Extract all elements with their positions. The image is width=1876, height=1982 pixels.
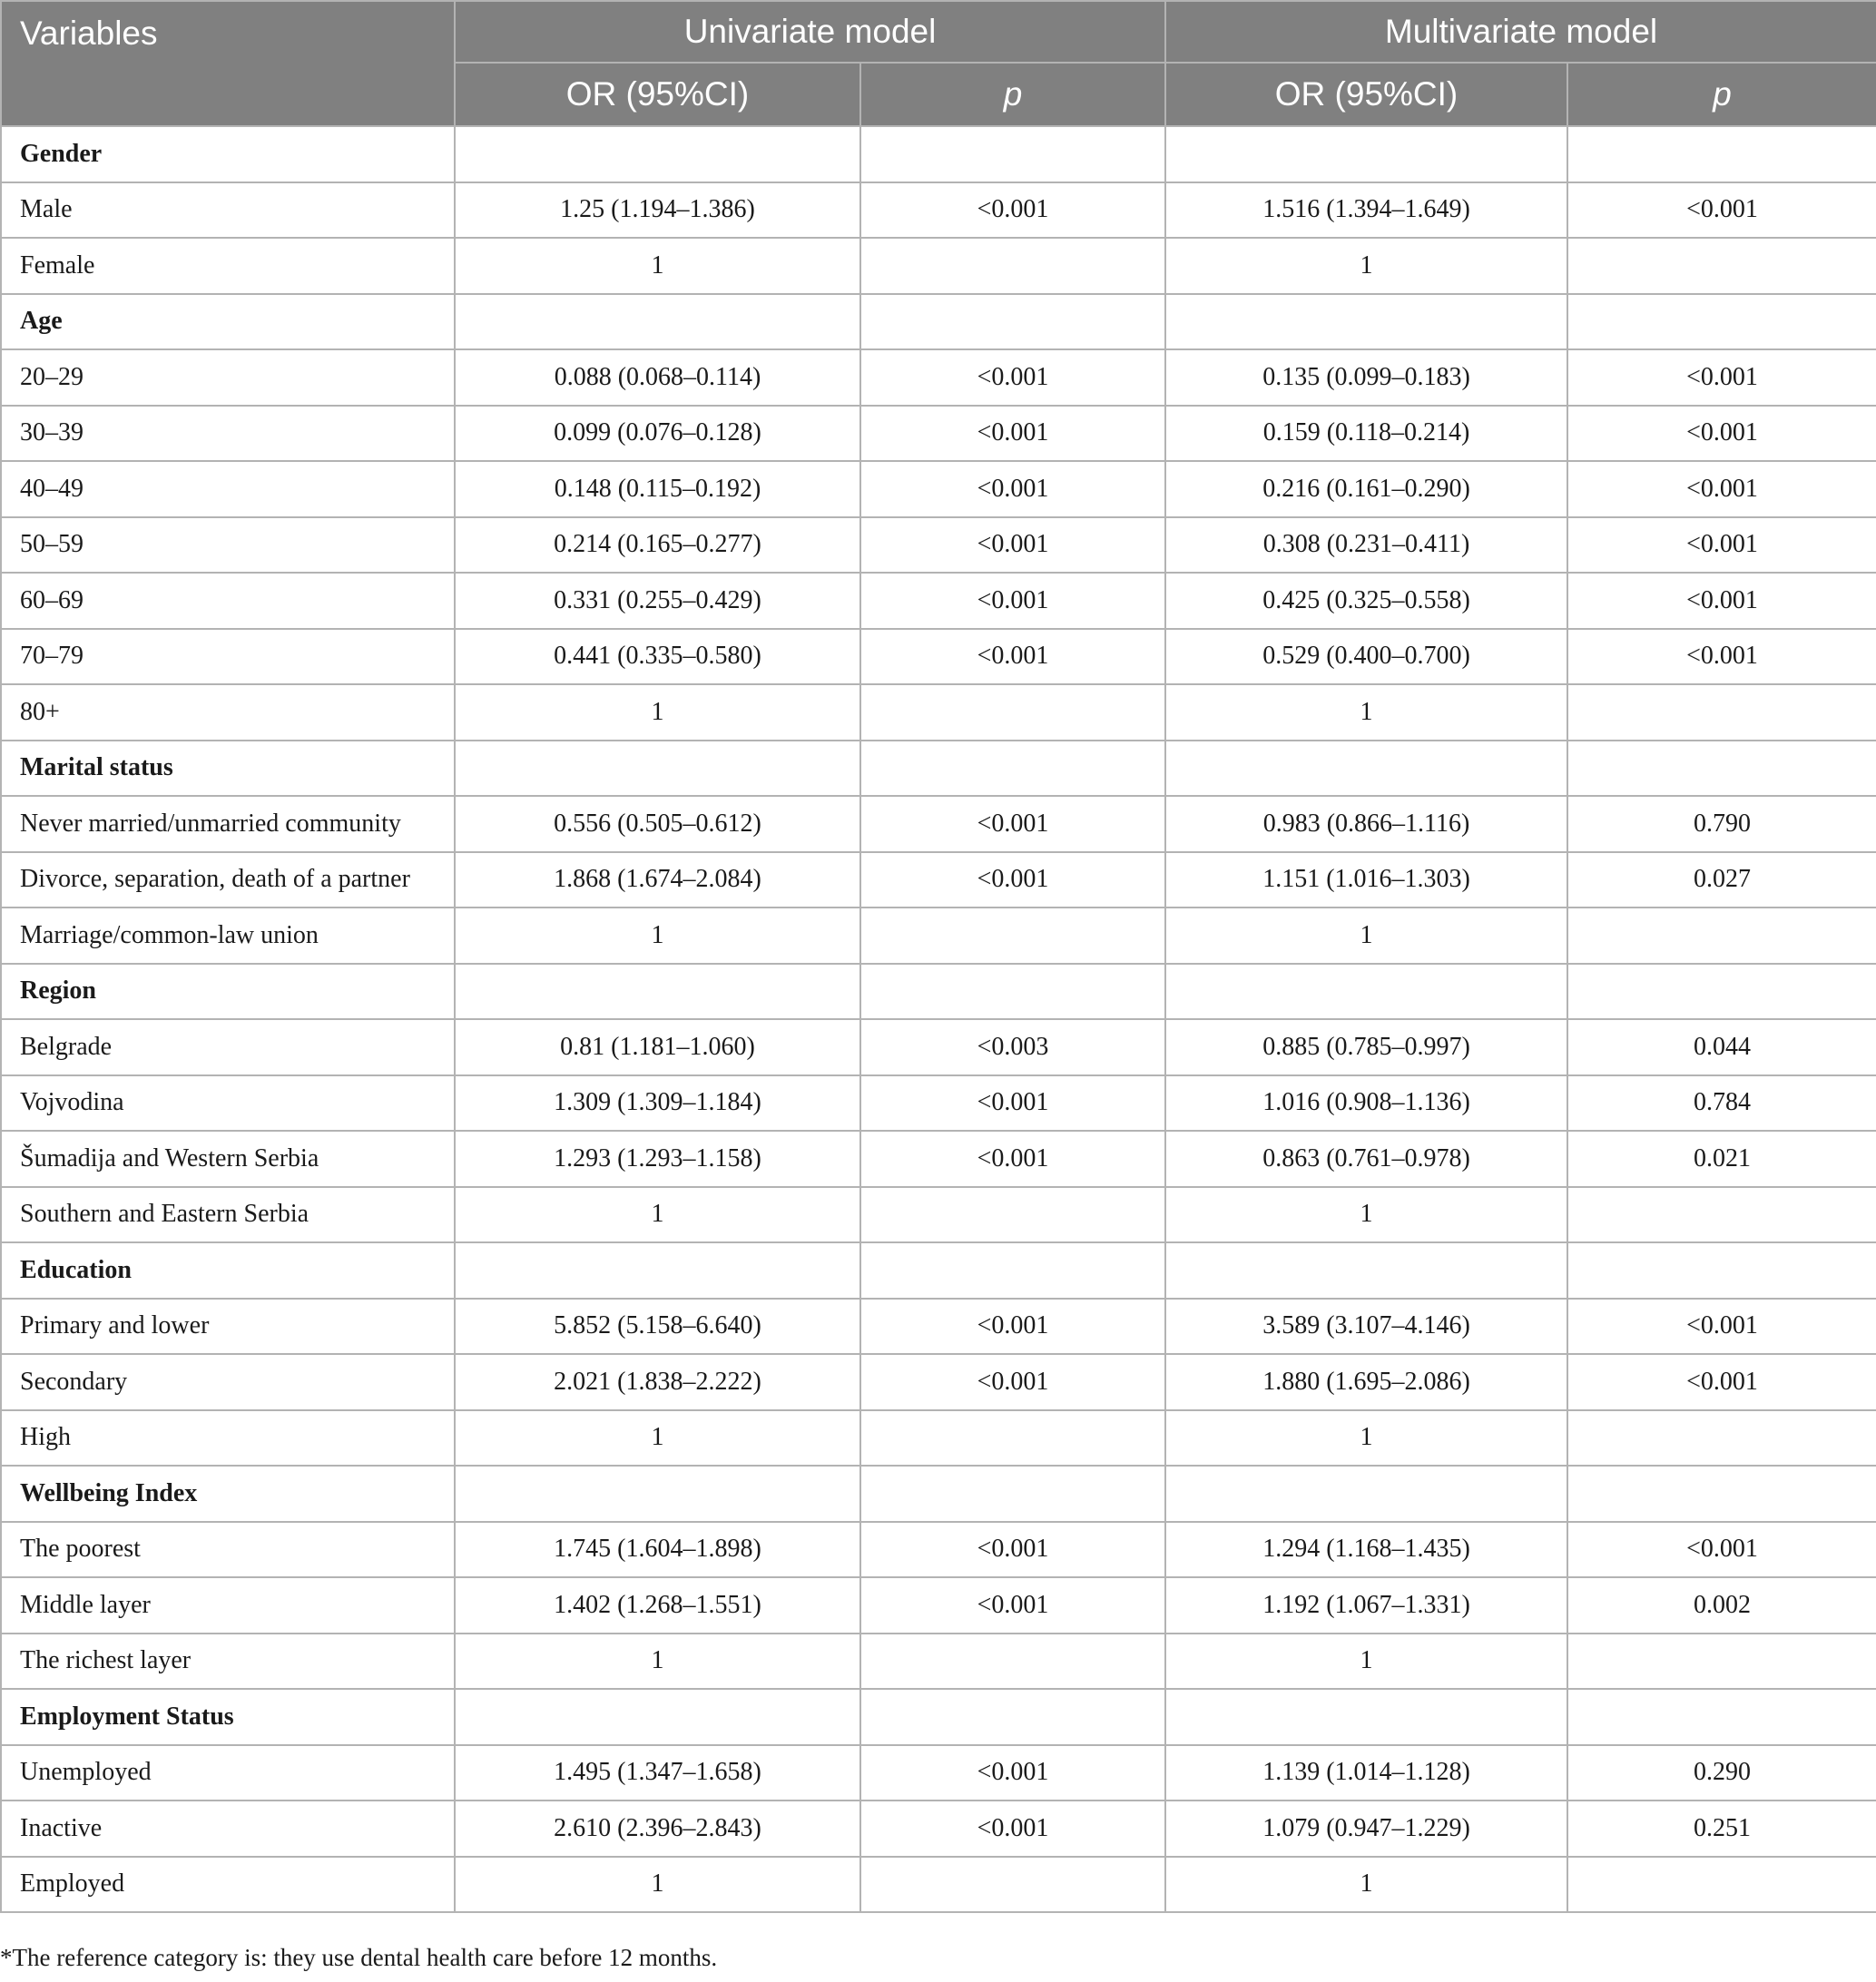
variable-cell: Marital status xyxy=(1,741,455,797)
univariate-header: Univariate model xyxy=(455,1,1165,63)
univariate-p-cell: <0.001 xyxy=(860,406,1165,462)
variable-cell: 30–39 xyxy=(1,406,455,462)
multivariate-p-cell: <0.001 xyxy=(1567,573,1876,629)
multivariate-p-cell: 0.044 xyxy=(1567,1019,1876,1075)
univariate-or-cell: 1 xyxy=(455,684,860,741)
univariate-p-cell: <0.001 xyxy=(860,796,1165,852)
variable-cell: Age xyxy=(1,294,455,350)
univariate-or-cell: 0.556 (0.505–0.612) xyxy=(455,796,860,852)
univariate-p-cell xyxy=(860,908,1165,964)
multivariate-or-cell: 1.151 (1.016–1.303) xyxy=(1165,852,1567,908)
multivariate-or-cell xyxy=(1165,1242,1567,1299)
table-row xyxy=(1,238,1876,294)
section-row xyxy=(1,126,1876,182)
table-row xyxy=(1,1857,1876,1913)
multivariate-p-cell xyxy=(1567,1634,1876,1690)
univariate-p-cell xyxy=(860,684,1165,741)
multivariate-p-cell xyxy=(1567,1410,1876,1467)
univariate-or-cell: 1.495 (1.347–1.658) xyxy=(455,1745,860,1801)
multivariate-or-cell: 1 xyxy=(1165,908,1567,964)
univariate-p-cell xyxy=(860,1242,1165,1299)
table-row xyxy=(1,852,1876,908)
multivariate-or-cell: 1 xyxy=(1165,238,1567,294)
header-row-1 xyxy=(1,1,1876,63)
variable-cell: Female xyxy=(1,238,455,294)
variable-cell: Marriage/common-law union xyxy=(1,908,455,964)
section-row xyxy=(1,294,1876,350)
multivariate-p-cell: <0.001 xyxy=(1567,517,1876,574)
variable-cell: Southern and Eastern Serbia xyxy=(1,1187,455,1243)
table-row xyxy=(1,1354,1876,1410)
univariate-p-cell: <0.001 xyxy=(860,1075,1165,1132)
variable-cell: Inactive xyxy=(1,1800,455,1857)
univariate-or-cell xyxy=(455,294,860,350)
multivariate-p-cell: <0.001 xyxy=(1567,461,1876,517)
table-row xyxy=(1,573,1876,629)
multivariate-p-cell xyxy=(1567,1689,1876,1745)
multivariate-p-cell: <0.001 xyxy=(1567,182,1876,239)
univariate-or-cell xyxy=(455,1242,860,1299)
multivariate-p-cell xyxy=(1567,1187,1876,1243)
univariate-p-cell xyxy=(860,126,1165,182)
table-row xyxy=(1,461,1876,517)
univariate-p-cell xyxy=(860,294,1165,350)
multivariate-p-cell xyxy=(1567,964,1876,1020)
univariate-p-cell: <0.001 xyxy=(860,517,1165,574)
univariate-or-cell xyxy=(455,741,860,797)
variable-cell: 20–29 xyxy=(1,349,455,406)
multivariate-p-cell xyxy=(1567,1857,1876,1913)
variable-cell: 70–79 xyxy=(1,629,455,685)
univariate-p-cell: <0.001 xyxy=(860,461,1165,517)
univariate-or-cell: 0.331 (0.255–0.429) xyxy=(455,573,860,629)
table-row xyxy=(1,684,1876,741)
univariate-p-cell xyxy=(860,1466,1165,1522)
univariate-or-cell: 2.610 (2.396–2.843) xyxy=(455,1800,860,1857)
table-body xyxy=(1,126,1876,1912)
multivariate-p-cell: 0.251 xyxy=(1567,1800,1876,1857)
multivariate-header: Multivariate model xyxy=(1165,1,1876,63)
multivariate-p-cell xyxy=(1567,1466,1876,1522)
univariate-or-cell: 1.309 (1.309–1.184) xyxy=(455,1075,860,1132)
multivariate-p-cell xyxy=(1567,126,1876,182)
univariate-or-header: OR (95%CI) xyxy=(455,63,860,126)
multivariate-or-cell: 0.983 (0.866–1.116) xyxy=(1165,796,1567,852)
univariate-or-cell: 2.021 (1.838–2.222) xyxy=(455,1354,860,1410)
multivariate-or-cell: 0.135 (0.099–0.183) xyxy=(1165,349,1567,406)
table-row xyxy=(1,1634,1876,1690)
table-row xyxy=(1,1577,1876,1634)
table-row xyxy=(1,1745,1876,1801)
section-row xyxy=(1,1689,1876,1745)
multivariate-or-cell xyxy=(1165,126,1567,182)
table-header xyxy=(1,1,1876,126)
univariate-or-cell: 1 xyxy=(455,1410,860,1467)
multivariate-or-cell: 1 xyxy=(1165,684,1567,741)
variable-cell: Šumadija and Western Serbia xyxy=(1,1131,455,1187)
univariate-p-cell: <0.001 xyxy=(860,1299,1165,1355)
multivariate-or-cell xyxy=(1165,294,1567,350)
multivariate-p-cell: 0.021 xyxy=(1567,1131,1876,1187)
univariate-or-cell: 1.25 (1.194–1.386) xyxy=(455,182,860,239)
section-row xyxy=(1,964,1876,1020)
univariate-p-cell: <0.001 xyxy=(860,1522,1165,1578)
variable-cell: Secondary xyxy=(1,1354,455,1410)
footnote: *The reference category is: they use dental health care before 12 months. xyxy=(0,1944,718,1971)
table-row xyxy=(1,1075,1876,1132)
multivariate-p-cell: <0.001 xyxy=(1567,1354,1876,1410)
multivariate-p-cell: 0.290 xyxy=(1567,1745,1876,1801)
multivariate-p-cell xyxy=(1567,294,1876,350)
table-row xyxy=(1,1131,1876,1187)
table-row xyxy=(1,1410,1876,1467)
multivariate-or-cell: 3.589 (3.107–4.146) xyxy=(1165,1299,1567,1355)
multivariate-or-cell: 1 xyxy=(1165,1634,1567,1690)
univariate-p-cell xyxy=(860,1187,1165,1243)
univariate-p-cell xyxy=(860,1634,1165,1690)
univariate-p-cell: <0.001 xyxy=(860,349,1165,406)
variables-header: Variables xyxy=(1,1,455,126)
variable-cell: 60–69 xyxy=(1,573,455,629)
variable-cell: 40–49 xyxy=(1,461,455,517)
table-row xyxy=(1,182,1876,239)
univariate-or-cell xyxy=(455,126,860,182)
univariate-p-cell xyxy=(860,238,1165,294)
table-row xyxy=(1,406,1876,462)
univariate-p-cell: <0.001 xyxy=(860,1577,1165,1634)
univariate-or-cell: 0.099 (0.076–0.128) xyxy=(455,406,860,462)
multivariate-or-cell: 0.159 (0.118–0.214) xyxy=(1165,406,1567,462)
multivariate-or-cell: 0.425 (0.325–0.558) xyxy=(1165,573,1567,629)
univariate-or-cell: 1 xyxy=(455,1857,860,1913)
multivariate-or-cell: 0.529 (0.400–0.700) xyxy=(1165,629,1567,685)
univariate-p-cell: <0.001 xyxy=(860,1800,1165,1857)
multivariate-p-cell xyxy=(1567,908,1876,964)
variable-cell: Wellbeing Index xyxy=(1,1466,455,1522)
variable-cell: Gender xyxy=(1,126,455,182)
univariate-p-cell xyxy=(860,1410,1165,1467)
multivariate-or-cell xyxy=(1165,1466,1567,1522)
variable-cell: Unemployed xyxy=(1,1745,455,1801)
univariate-or-cell: 0.214 (0.165–0.277) xyxy=(455,517,860,574)
univariate-p-cell: <0.001 xyxy=(860,629,1165,685)
multivariate-or-cell: 1.192 (1.067–1.331) xyxy=(1165,1577,1567,1634)
table-row xyxy=(1,349,1876,406)
univariate-or-cell xyxy=(455,1689,860,1745)
univariate-or-cell: 0.088 (0.068–0.114) xyxy=(455,349,860,406)
multivariate-or-cell: 1.079 (0.947–1.229) xyxy=(1165,1800,1567,1857)
multivariate-or-cell: 0.308 (0.231–0.411) xyxy=(1165,517,1567,574)
multivariate-p-cell: 0.027 xyxy=(1567,852,1876,908)
table-row xyxy=(1,1522,1876,1578)
variable-cell: 80+ xyxy=(1,684,455,741)
section-row xyxy=(1,1466,1876,1522)
multivariate-or-cell: 0.863 (0.761–0.978) xyxy=(1165,1131,1567,1187)
multivariate-or-cell: 1.016 (0.908–1.136) xyxy=(1165,1075,1567,1132)
multivariate-or-header: OR (95%CI) xyxy=(1165,63,1567,126)
univariate-or-cell xyxy=(455,964,860,1020)
univariate-or-cell: 0.441 (0.335–0.580) xyxy=(455,629,860,685)
univariate-or-cell: 0.148 (0.115–0.192) xyxy=(455,461,860,517)
variable-cell: 50–59 xyxy=(1,517,455,574)
univariate-p-cell: <0.003 xyxy=(860,1019,1165,1075)
multivariate-p-cell xyxy=(1567,1242,1876,1299)
table-row xyxy=(1,1800,1876,1857)
multivariate-p-cell: <0.001 xyxy=(1567,406,1876,462)
multivariate-or-cell: 1 xyxy=(1165,1857,1567,1913)
table-row xyxy=(1,1019,1876,1075)
multivariate-or-cell: 1 xyxy=(1165,1187,1567,1243)
variable-cell: Employment Status xyxy=(1,1689,455,1745)
multivariate-or-cell: 1.139 (1.014–1.128) xyxy=(1165,1745,1567,1801)
univariate-p-cell: <0.001 xyxy=(860,573,1165,629)
multivariate-or-cell: 0.885 (0.785–0.997) xyxy=(1165,1019,1567,1075)
variable-cell: The poorest xyxy=(1,1522,455,1578)
multivariate-or-cell: 0.216 (0.161–0.290) xyxy=(1165,461,1567,517)
table-row xyxy=(1,517,1876,574)
table-row xyxy=(1,1187,1876,1243)
variable-cell: Male xyxy=(1,182,455,239)
multivariate-or-cell: 1.880 (1.695–2.086) xyxy=(1165,1354,1567,1410)
univariate-p-cell: <0.001 xyxy=(860,852,1165,908)
multivariate-or-cell xyxy=(1165,1689,1567,1745)
multivariate-p-cell: <0.001 xyxy=(1567,349,1876,406)
variable-cell: Education xyxy=(1,1242,455,1299)
univariate-p-cell: <0.001 xyxy=(860,1354,1165,1410)
variable-cell: Belgrade xyxy=(1,1019,455,1075)
univariate-p-cell xyxy=(860,1689,1165,1745)
univariate-or-cell: 1.745 (1.604–1.898) xyxy=(455,1522,860,1578)
table-row xyxy=(1,796,1876,852)
univariate-p-cell: <0.001 xyxy=(860,182,1165,239)
univariate-or-cell: 1.868 (1.674–2.084) xyxy=(455,852,860,908)
multivariate-p-cell: 0.790 xyxy=(1567,796,1876,852)
univariate-p-cell: <0.001 xyxy=(860,1131,1165,1187)
univariate-or-cell: 1.293 (1.293–1.158) xyxy=(455,1131,860,1187)
table-row xyxy=(1,1299,1876,1355)
multivariate-p-cell: <0.001 xyxy=(1567,1522,1876,1578)
variable-cell: Middle layer xyxy=(1,1577,455,1634)
multivariate-p-header: p xyxy=(1567,63,1876,126)
univariate-or-cell: 0.81 (1.181–1.060) xyxy=(455,1019,860,1075)
multivariate-or-cell xyxy=(1165,964,1567,1020)
multivariate-p-cell: <0.001 xyxy=(1567,629,1876,685)
univariate-or-cell: 1.402 (1.268–1.551) xyxy=(455,1577,860,1634)
univariate-p-cell xyxy=(860,1857,1165,1913)
table-row xyxy=(1,629,1876,685)
multivariate-p-cell xyxy=(1567,684,1876,741)
variable-cell: Divorce, separation, death of a partner xyxy=(1,852,455,908)
univariate-or-cell: 5.852 (5.158–6.640) xyxy=(455,1299,860,1355)
variable-cell: The richest layer xyxy=(1,1634,455,1690)
univariate-or-cell: 1 xyxy=(455,908,860,964)
variable-cell: High xyxy=(1,1410,455,1467)
table-row xyxy=(1,908,1876,964)
section-row xyxy=(1,741,1876,797)
multivariate-p-cell xyxy=(1567,238,1876,294)
variable-cell: Employed xyxy=(1,1857,455,1913)
multivariate-p-cell: 0.784 xyxy=(1567,1075,1876,1132)
multivariate-p-cell xyxy=(1567,741,1876,797)
univariate-p-cell xyxy=(860,741,1165,797)
variable-cell: Region xyxy=(1,964,455,1020)
univariate-p-cell xyxy=(860,964,1165,1020)
multivariate-p-cell: <0.001 xyxy=(1567,1299,1876,1355)
variable-cell: Vojvodina xyxy=(1,1075,455,1132)
univariate-p-cell: <0.001 xyxy=(860,1745,1165,1801)
multivariate-or-cell: 1.516 (1.394–1.649) xyxy=(1165,182,1567,239)
section-row xyxy=(1,1242,1876,1299)
univariate-or-cell xyxy=(455,1466,860,1522)
multivariate-p-cell: 0.002 xyxy=(1567,1577,1876,1634)
multivariate-or-cell: 1.294 (1.168–1.435) xyxy=(1165,1522,1567,1578)
multivariate-or-cell xyxy=(1165,741,1567,797)
univariate-or-cell: 1 xyxy=(455,1187,860,1243)
variable-cell: Never married/unmarried community xyxy=(1,796,455,852)
multivariate-or-cell: 1 xyxy=(1165,1410,1567,1467)
variable-cell: Primary and lower xyxy=(1,1299,455,1355)
univariate-or-cell: 1 xyxy=(455,238,860,294)
univariate-or-cell: 1 xyxy=(455,1634,860,1690)
univariate-p-header: p xyxy=(860,63,1165,126)
